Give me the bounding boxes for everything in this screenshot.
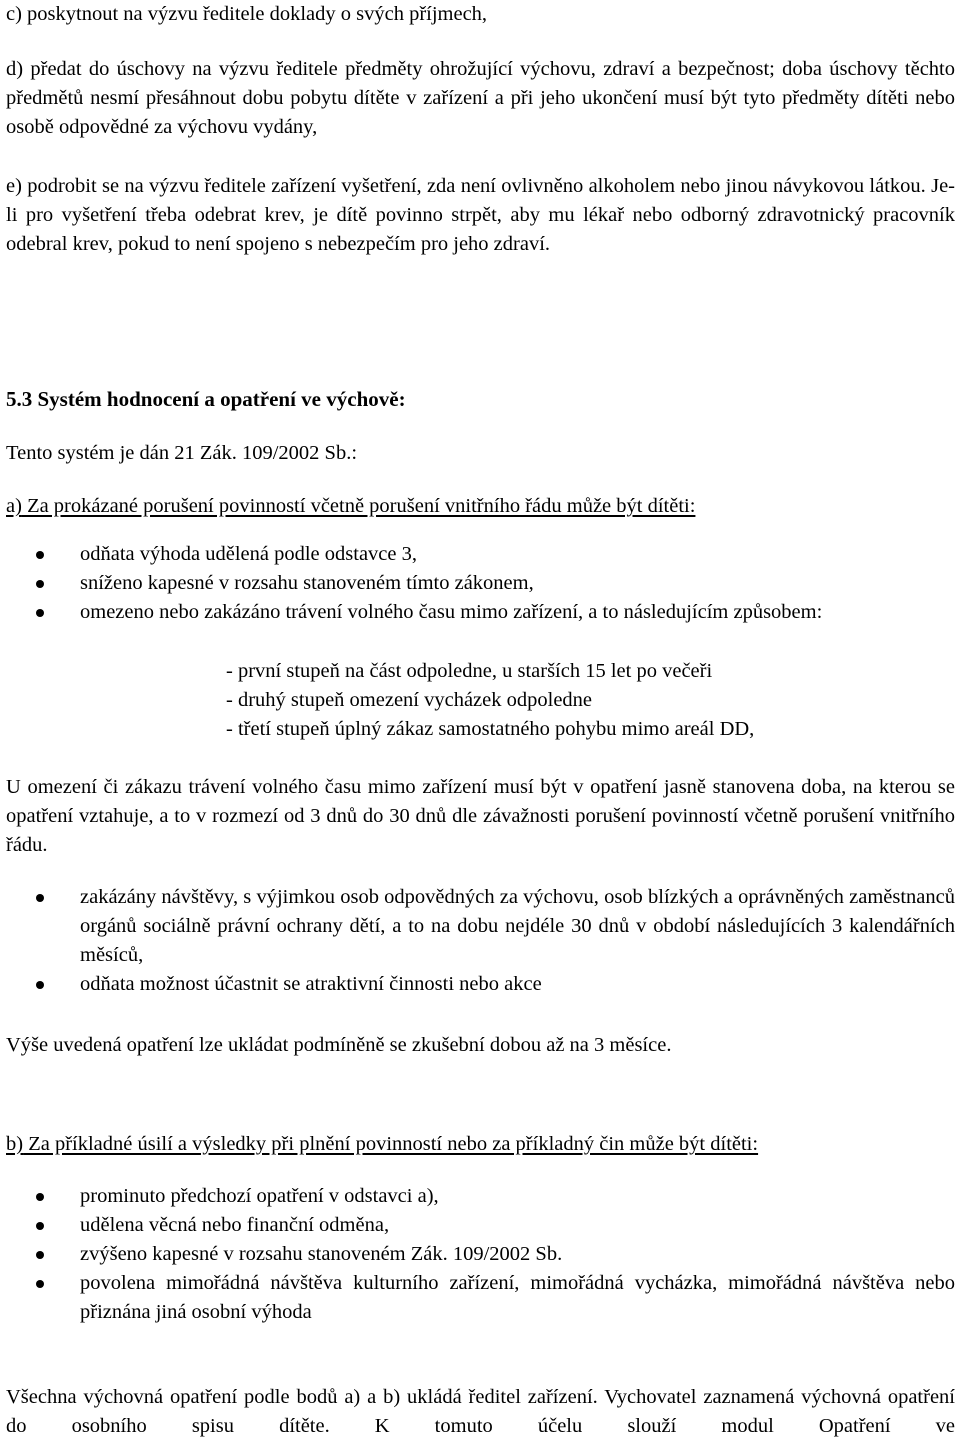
closing-block: [6, 1383, 955, 1441]
system-text-block: [6, 439, 955, 468]
list-item: odňata výhoda udělená podle odstavce 3,: [6, 540, 955, 569]
list-item: omezeno nebo zakázáno trávení volného času mimo zařízení, a to následujícím způsobem:: [6, 598, 955, 627]
list-item: zvýšeno kapesné v rozsahu stanoveném Zák. 109/2002 Sb.: [6, 1240, 955, 1269]
list-item: povolena mimořádná návštěva kulturního zařízení, mimořádná vycházka, mimořádná návštěva nebo přiznána jiná osobní výhoda: [6, 1269, 955, 1327]
part-a-heading: [6, 492, 955, 521]
part-b-heading-block: [6, 1130, 955, 1159]
part-a-bullets-2: [6, 883, 955, 999]
item-c: [6, 0, 955, 29]
part-a-heading-text: Za prokázané porušení povinností včetně porušení vnitřního řádu může být dítěti:: [21, 495, 696, 517]
item-d: [6, 55, 955, 142]
item-e-text: e) podrobit se na výzvu ředitele zařízení vyšetření, zda není ovlivněno alkoholem nebo jinou návykovou látkou. Je-li pro vyšetření třeba odebrat krev, je dítě povinno strpět, aby mu lékař nebo odborný zdravotnický pracovník odebral krev, pokud to není spojeno s nebezpečím pro jeho zdraví.: [6, 175, 955, 255]
part-b-bullets: [6, 1182, 955, 1327]
system-text: Tento systém je dán 21 Zák. 109/2002 Sb.:: [6, 442, 358, 464]
item-d-text: d) předat do úschovy na výzvu ředitele předměty ohrožující výchovu, zdraví a bezpečnost; doba úschovy těchto předmětů nesmí přesáhnout dobu pobytu dítěte v zařízení a při jeho ukončení musí být tyto předměty dítěti nebo osobě odpovědné za výchovu vydány,: [6, 58, 955, 138]
sub-item: - první stupeň na část odpoledne, u starších 15 let po večeři: [226, 660, 713, 682]
closing-text: Všechna výchovná opatření podle bodů a) a b) ukládá ředitel zařízení. Vychovatel zaznamená výchovná opatření do osobního spisu dítěte. K tomuto účelu slouží modul Opatření ve: [6, 1386, 955, 1437]
list-item: prominuto předchozí opatření v odstavci a),: [6, 1182, 955, 1211]
part-b-heading-text: Za příkladné úsilí a výsledky při plnění povinností nebo za příkladný čin může být dítěti:: [23, 1133, 759, 1155]
list-item: zakázány návštěvy, s výjimkou osob odpovědných za výchovu, osob blízkých a oprávněných zaměstnanců orgánů sociálně právní ochrany dětí, a to na dobu nejdéle 30 dnů v období následujících 3 kalendářních měsíců,: [6, 883, 955, 970]
section-heading: 5.3 Systém hodnocení a opatření ve výchově:: [6, 387, 406, 411]
part-b-heading: [6, 1130, 955, 1159]
part-a-sub-items: [6, 657, 955, 744]
restriction-text: U omezení či zákazu trávení volného času mimo zařízení musí být v opatření jasně stanovena doba, na kterou se opatření vztahuje, a to v rozmezí od 3 dnů do 30 dnů dle závažnosti porušení povinností včetně porušení vnitřního řádu.: [6, 776, 955, 856]
part-a-bullets: [6, 540, 955, 627]
item-e: [6, 172, 955, 259]
list-item: udělena věcná nebo finanční odměna,: [6, 1211, 955, 1240]
sub-item: - druhý stupeň omezení vycházek odpoledne: [226, 689, 593, 711]
list-item: sníženo kapesné v rozsahu stanoveném tímto zákonem,: [6, 569, 955, 598]
part-a-heading-block: [6, 492, 955, 521]
probation-block: [6, 1031, 955, 1060]
list-item: odňata možnost účastnit se atraktivní činnosti nebo akce: [6, 970, 955, 999]
part-a-prefix: a): [6, 495, 22, 517]
item-c-text: c) poskytnout na výzvu ředitele doklady o svých příjmech,: [6, 3, 488, 25]
sub-item: - třetí stupeň úplný zákaz samostatného pohybu mimo areál DD,: [226, 718, 755, 740]
probation-text: Výše uvedená opatření lze ukládat podmíněně se zkušební dobou až na 3 měsíce.: [6, 1034, 672, 1056]
section-heading-block: [6, 385, 955, 414]
restriction-block: [6, 773, 955, 860]
part-b-prefix: b): [6, 1133, 24, 1155]
